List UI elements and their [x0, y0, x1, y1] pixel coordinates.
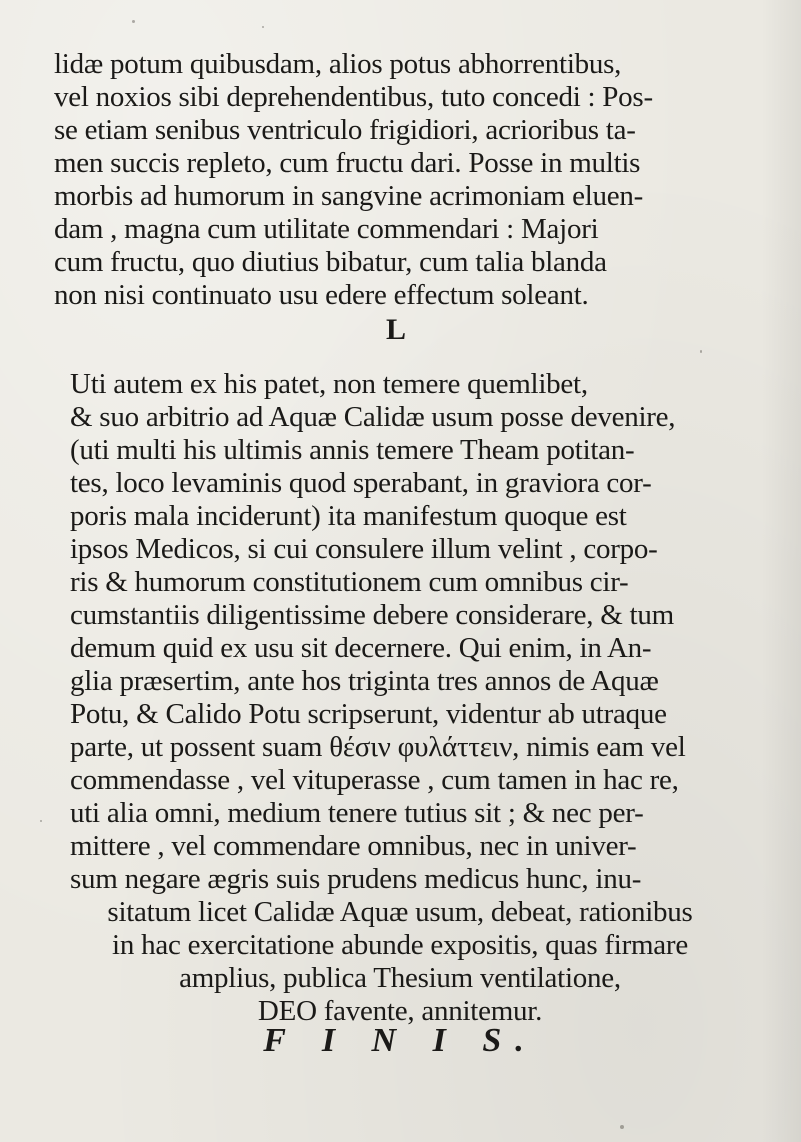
text-line: men succis repleto, cum fructu dari. Posse in multis [54, 147, 641, 179]
finis-heading: F I N I S. [263, 1022, 538, 1059]
text-line: mittere , vel commendare omnibus, nec in univer- [70, 830, 637, 862]
text-line: lidæ potum quibusdam, alios potus abhorrentibus, [54, 48, 622, 80]
text-line: sum negare ægris suis prudens medicus hunc, inu- [70, 863, 642, 895]
text-line: Uti autem ex his patet, non temere quemlibet, [70, 368, 588, 400]
page-edge-shadow [761, 0, 801, 1142]
text-line: Potu, & Calido Potu scripserunt, videntur ab utraque [70, 698, 667, 730]
text-line: non nisi continuato usu edere effectum soleant. [54, 279, 589, 311]
text-line: commendasse , vel vituperasse , cum tamen in hac re, [70, 764, 679, 796]
text-line: sitatum licet Calidæ Aquæ usum, debeat, rationibus [107, 896, 693, 928]
text-line: parte, ut possent suam θέσιν φυλάττειν, nimis eam vel [70, 731, 686, 763]
text-line: demum quid ex usu sit decernere. Qui enim, in An- [70, 632, 652, 664]
text-line: ipsos Medicos, si cui consulere illum velint , corpo- [70, 533, 658, 565]
text-line: cum fructu, quo diutius bibatur, cum talia blanda [54, 246, 607, 278]
text-line: poris mala inciderunt) ita manifestum quoque est [70, 500, 627, 532]
text-line: vel noxios sibi deprehendentibus, tuto concedi : Pos- [54, 81, 653, 113]
paragraph-1 [54, 48, 762, 312]
paragraph-2 [70, 368, 778, 896]
closing-lines [54, 896, 746, 1028]
text-line: glia præsertim, ante hos triginta tres annos de Aquæ [70, 665, 659, 697]
paper-speck [700, 350, 702, 353]
text-line: & suo arbitrio ad Aquæ Calidæ usum posse devenire, [70, 401, 676, 433]
section-mark: L [386, 313, 407, 346]
text-line: tes, loco levaminis quod sperabant, in graviora cor- [70, 467, 652, 499]
text-line: ris & humorum constitutionem cum omnibus cir- [70, 566, 629, 598]
paper-speck [132, 20, 135, 23]
text-line: amplius, publica Thesium ventilatione, [179, 962, 621, 994]
paper-speck [620, 1125, 624, 1129]
paper-speck [262, 26, 264, 28]
text-line: DEO favente, annitemur. [257, 995, 543, 1027]
text-line: se etiam senibus ventriculo frigidiori, acrioribus ta- [54, 114, 636, 146]
text-line: cumstantiis diligentissime debere considerare, & tum [70, 599, 674, 631]
text-line: in hac exercitatione abunde expositis, quas firmare [112, 929, 688, 961]
paper-speck [40, 820, 42, 822]
text-line: morbis ad humorum in sangvine acrimoniam eluen- [54, 180, 644, 212]
text-line: (uti multi his ultimis annis temere Theam potitan- [70, 434, 635, 466]
text-line: uti alia omni, medium tenere tutius sit ; & nec per- [70, 797, 644, 829]
text-line: dam , magna cum utilitate commendari : Majori [54, 213, 599, 245]
